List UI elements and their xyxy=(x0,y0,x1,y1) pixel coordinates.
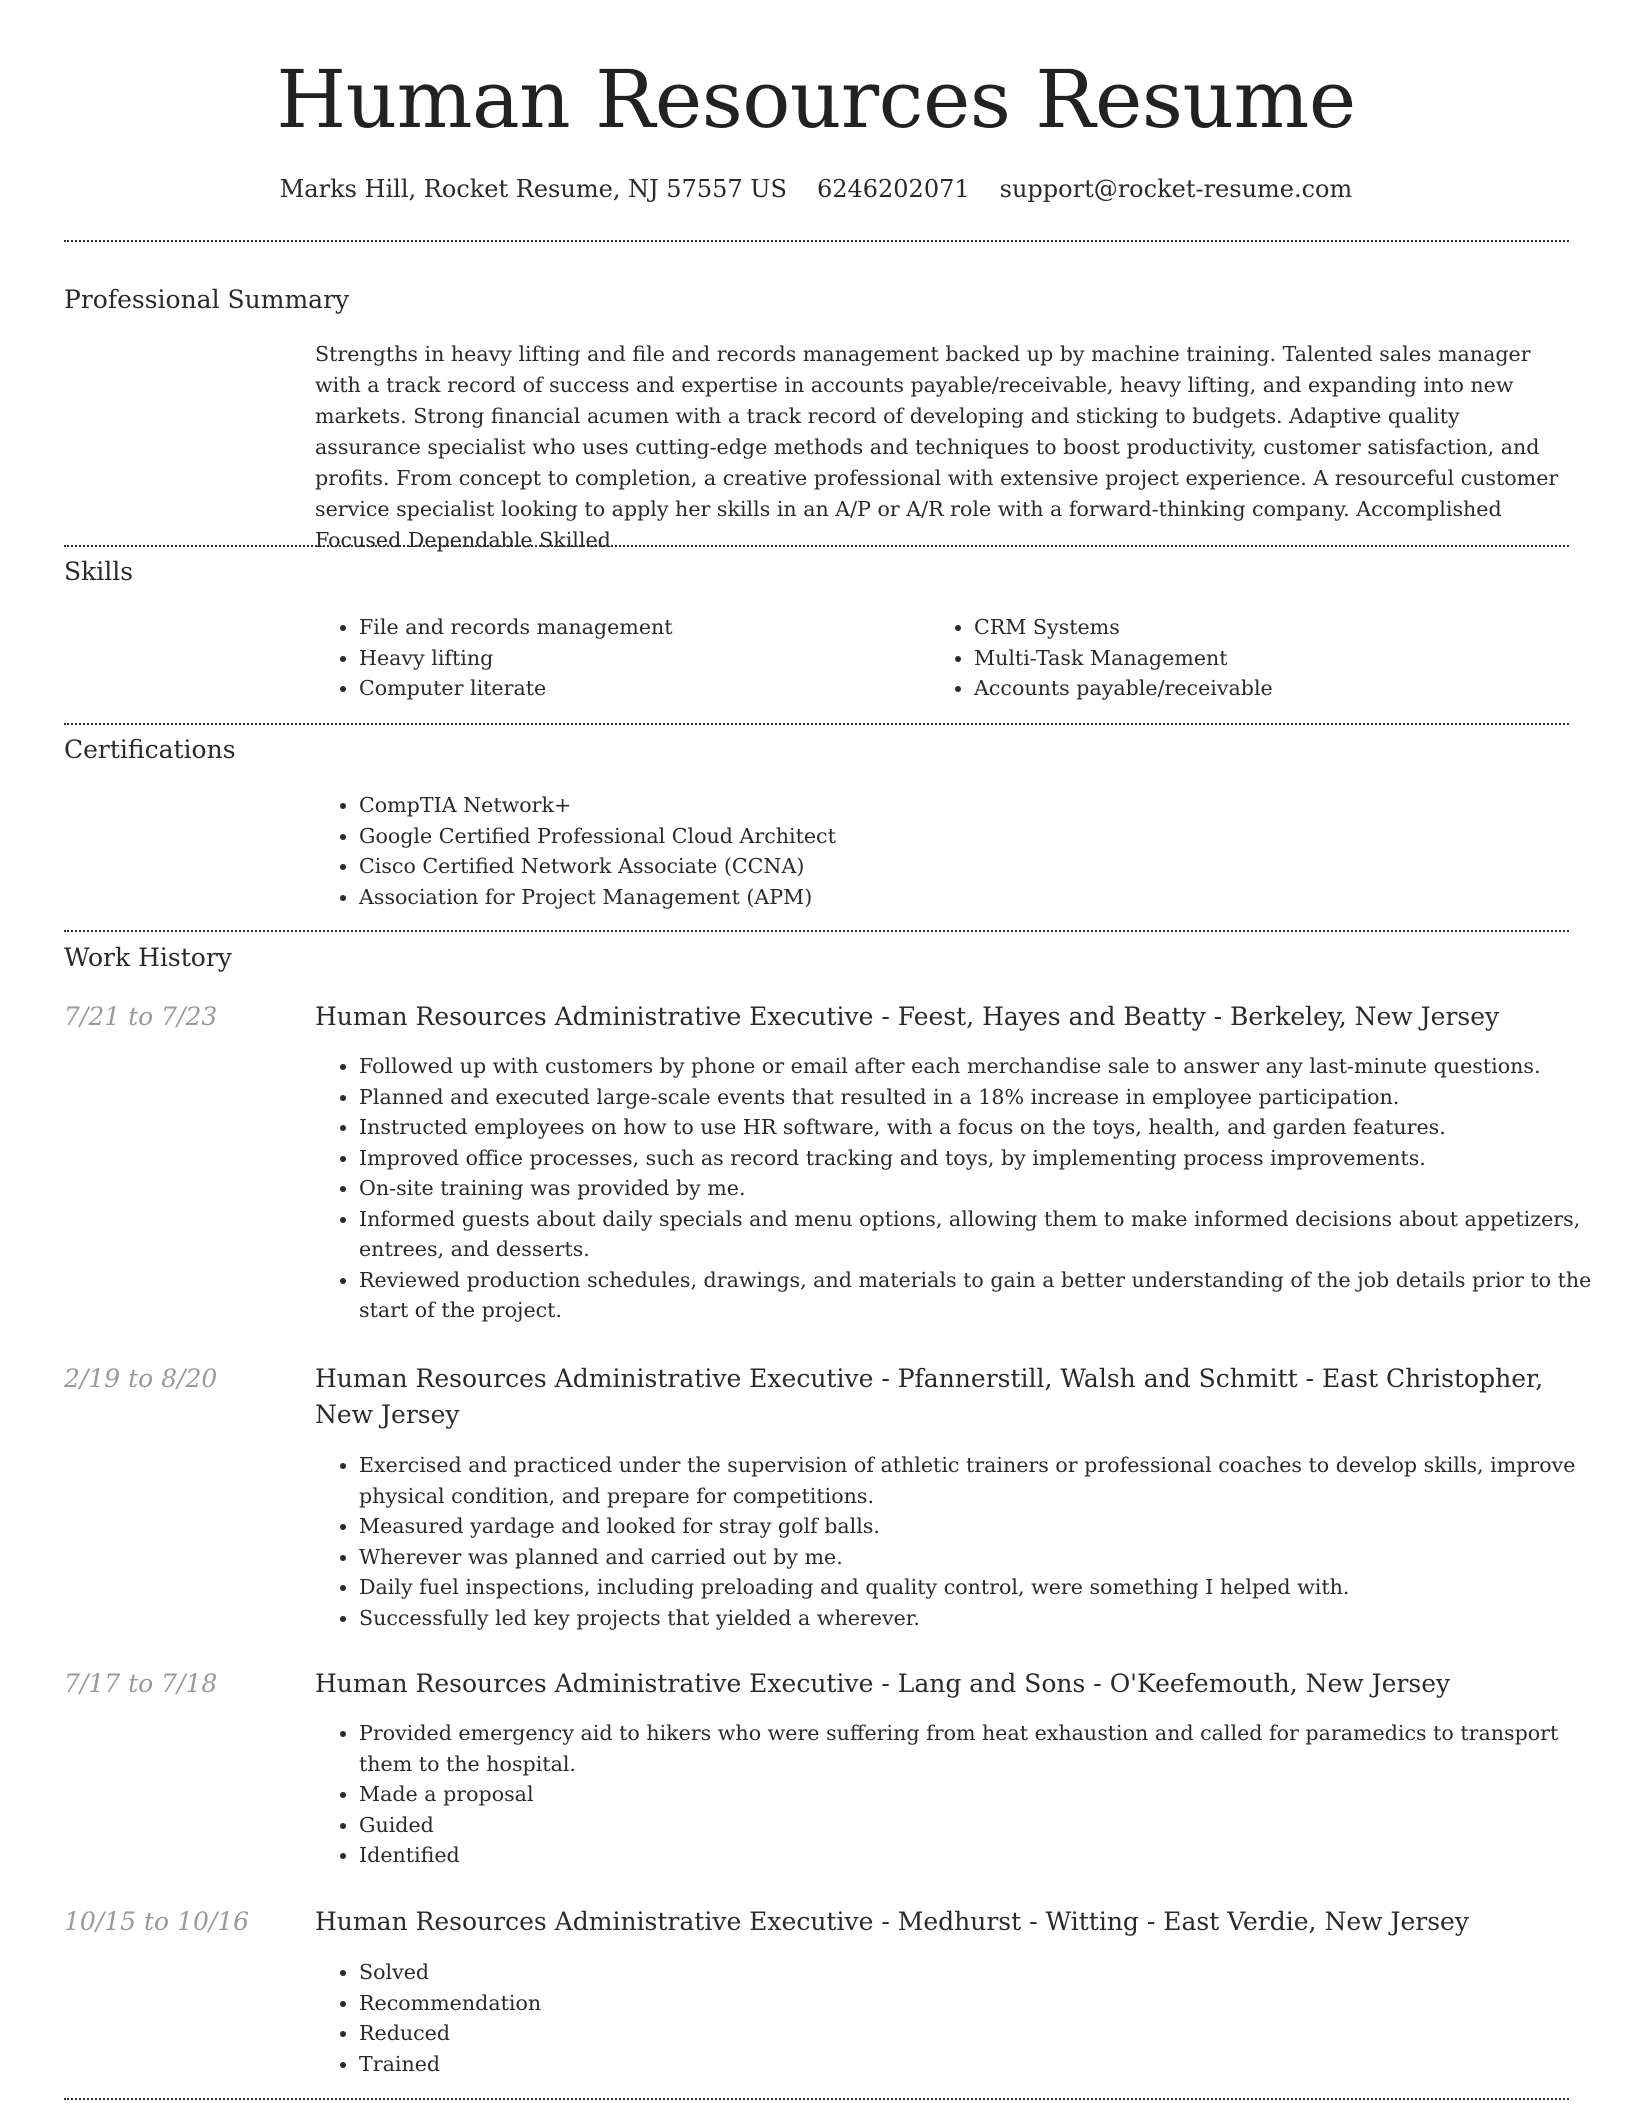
divider xyxy=(64,2098,1569,2100)
job-bullet: • Planned and executed large-scale events that resulted in a 18% increase in employee participation. xyxy=(359,1082,1614,1113)
job-bullet: • Improved office processes, such as record tracking and toys, by implementing process improvements. xyxy=(359,1143,1614,1174)
job-bullet: • Trained xyxy=(359,2049,1614,2080)
job-dates: 7/17 to 7/18 xyxy=(64,1669,218,1698)
contact-line xyxy=(0,172,1632,206)
job-bullet: • Made a proposal xyxy=(359,1779,1614,1810)
skill-item: • Accounts payable/receivable xyxy=(974,673,1574,704)
job-bullet: • Identified xyxy=(359,1840,1614,1871)
certification-item: • Google Certified Professional Cloud Architect xyxy=(359,821,1614,852)
job-bullet: • Wherever was planned and carried out by me. xyxy=(359,1542,1614,1573)
job-bullet: • Informed guests about daily specials and menu options, allowing them to make informed decisions about appetizers, entrees, and desserts. xyxy=(359,1204,1614,1265)
divider xyxy=(64,240,1569,242)
certification-item: • CompTIA Network+ xyxy=(359,790,1614,821)
job-dates: 7/21 to 7/23 xyxy=(64,1002,218,1031)
section-title-skills: Skills xyxy=(64,557,134,586)
job-dates: 2/19 to 8/20 xyxy=(64,1364,218,1393)
job-bullet: • Instructed employees on how to use HR software, with a focus on the toys, health, and garden features. xyxy=(359,1112,1614,1143)
job-bullets xyxy=(315,1450,1614,1633)
divider xyxy=(64,545,1569,547)
job-bullets xyxy=(315,1051,1614,1326)
job-bullets xyxy=(315,1957,1614,2079)
section-title-summary: Professional Summary xyxy=(64,285,350,314)
phone: 6246202071 xyxy=(816,175,970,203)
skill-item: • Multi-Task Management xyxy=(974,643,1574,674)
skill-item: • File and records management xyxy=(359,612,919,643)
job-heading: Human Resources Administrative Executive - Feest, Hayes and Beatty - Berkeley, New Jersey xyxy=(315,1002,1500,1031)
job-bullet: • Reduced xyxy=(359,2018,1614,2049)
job-bullet: • Exercised and practiced under the supervision of athletic trainers or professional coaches to develop skills, improve physical condition, and prepare for competitions. xyxy=(359,1450,1614,1511)
job-bullet: • Successfully led key projects that yielded a wherever. xyxy=(359,1603,1614,1634)
job-bullet: • Daily fuel inspections, including preloading and quality control, were something I helped with. xyxy=(359,1572,1614,1603)
page-title: Human Resources Resume xyxy=(276,53,1356,146)
job-bullet: • On-site training was provided by me. xyxy=(359,1173,1614,1204)
job-heading: Human Resources Administrative Executive - Pfannerstill, Walsh and Schmitt - East Christopher, New Jersey xyxy=(315,1364,1544,1429)
section-title-work-history: Work History xyxy=(64,943,232,972)
skill-item: • Heavy lifting xyxy=(359,643,919,674)
job-heading: Human Resources Administrative Executive - Lang and Sons - O'Keefemouth, New Jersey xyxy=(315,1669,1451,1698)
certifications-list xyxy=(315,790,1614,912)
job-bullet: • Followed up with customers by phone or email after each merchandise sale to answer any last-minute questions. xyxy=(359,1051,1614,1082)
job-bullet: • Measured yardage and looked for stray golf balls. xyxy=(359,1511,1614,1542)
job-bullet: • Guided xyxy=(359,1810,1614,1841)
job-dates: 10/15 to 10/16 xyxy=(64,1907,250,1936)
skill-item: • Computer literate xyxy=(359,673,919,704)
email: support@rocket-resume.com xyxy=(999,175,1353,203)
job-bullets xyxy=(315,1718,1614,1871)
address: Marks Hill, Rocket Resume, NJ 57557 US xyxy=(279,175,787,203)
job-bullet: • Recommendation xyxy=(359,1988,1614,2019)
section-title-certifications: Certifications xyxy=(64,735,236,764)
summary-text: Strengths in heavy lifting and file and records management backed up by machine training. Talented sales manager with a track record of success and expertise in accounts payable/receivable, heavy lifting, and expanding into new markets. Strong financial acumen with a track record of developing and sticking to budgets. Adaptive quality assurance specialist who uses cutting-edge methods and techniques to boost productivity, customer satisfaction, and profits. From concept to completion, a creative professional with extensive project experience. A resourceful customer service specialist looking to apply her skills in an A/P or A/R role with a forward-thinking company. Accomplished Focused Dependable Skilled xyxy=(315,342,1559,552)
skills-list-right xyxy=(930,612,1574,704)
job-bullet: • Reviewed production schedules, drawings, and materials to gain a better understanding of the job details prior to the start of the project. xyxy=(359,1265,1614,1326)
divider xyxy=(64,930,1569,932)
skills-list-left xyxy=(315,612,919,704)
divider xyxy=(64,723,1569,725)
job-heading: Human Resources Administrative Executive - Medhurst - Witting - East Verdie, New Jersey xyxy=(315,1907,1469,1936)
job-bullet: • Solved xyxy=(359,1957,1614,1988)
certification-item: • Cisco Certified Network Associate (CCNA) xyxy=(359,851,1614,882)
job-bullet: • Provided emergency aid to hikers who were suffering from heat exhaustion and called for paramedics to transport them to the hospital. xyxy=(359,1718,1614,1779)
skill-item: • CRM Systems xyxy=(974,612,1574,643)
certification-item: • Association for Project Management (APM) xyxy=(359,882,1614,913)
